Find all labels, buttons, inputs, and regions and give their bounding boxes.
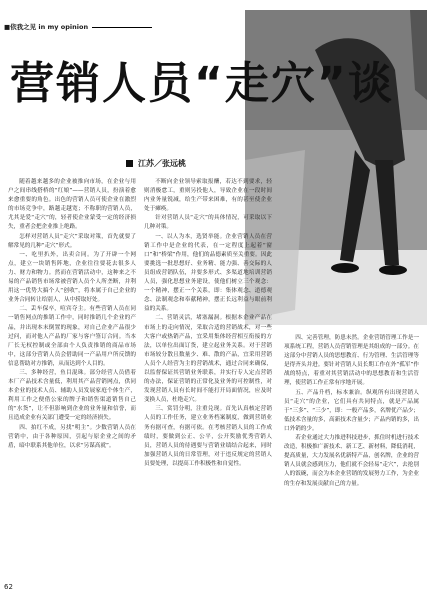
- column-label-text: ■依我之见 in my opinion: [4, 23, 89, 31]
- author-line: [126, 158, 186, 169]
- paragraph: 五、产品升档，标本兼治。纵观所有出现营销人员“走穴”的企业，它们具有共同特点，就是产品属于“三多”、“三少”，即：一般产品多，名牌优产品少；低技术含量的多，高新技术含量少；产品内销的多，出口外销的少。: [284, 389, 419, 432]
- paragraph: 三、赏罚分明，注重兑现。首先认真核定营销人员的工作任务，建立业务档案制度，做到营销业务有据可查，有据可依。在考核营销人员的工作成绩时，要做到公正、公平，公开奖励优秀营销人员，营销人员的待遇要与营销业绩结合起来，同时加强营销人员的日常管理，对于违反规定的营销人员要处理，以提高工作积极性和自觉性。: [144, 406, 272, 467]
- body-column-2: [144, 178, 272, 469]
- author-square-icon: [126, 160, 133, 167]
- paragraph: 怎样对营销人员“走穴”采取对策，首先就要了解常见的几种“走穴”形式。: [8, 233, 136, 249]
- column-label-rule: [92, 27, 152, 28]
- body-column-1: [8, 178, 136, 451]
- body-column-3: [284, 334, 419, 489]
- paragraph: 四、拍红不成，另找“明主”。少数营销人员在营销中，由于各种原因，引起与原企业之间的矛盾，暗中联系其他单位，以求“另谋高就”。: [8, 424, 136, 449]
- column-label: [4, 22, 152, 31]
- paragraph: 若企业通过大力推进科技进步，抓住时机进行技术改造，积极推广新技术、新工艺、新材料，降低消耗，提高质量，大力发展名优新特产品，创名牌，企业的营销人员就会感到压力，他们就不会轻易“走穴”，去抢别人的饭碗，而会为本企业营销的发展努力工作，为企业的生存和发展贡献自己的力量。: [284, 435, 419, 487]
- article-title: 营销人员“走穴”谈: [10, 58, 394, 109]
- paragraph: 四、完善管理，防患未然。企业营销管理工作是一项系统工程，营销人员营销管理是其组成的一部分。在这部分中营销人员的思想教育、行为管理、生活管理等是得齐头并进。要针对营销人员长期工作在外“孤军”作战的特点，着重对其营销活动中的思想教育和生活管理，使营销工作正常有序地开展。: [284, 335, 419, 387]
- paragraph: 不断向企业领导索取报酬，若达不到要求，轻则消极怠工，重则另投他人，导致企业在一段时间内业务量锐减，给生产带来困难，有的甚至使企业处于瘫痪。: [144, 179, 272, 213]
- paragraph: 一、吃里扒外，出卖合同。为了开辟一个网点，建立一块销售阵地，企业往往要花去很多人力、财力和物力。然而在营销活动中，这种来之不易的产品销售市场常被营销人员个人所垄断，并利用这一优势大搞个人“创收”，将本属于自己企业的业务合同转让给别人，从中捞取好处。: [8, 251, 136, 304]
- paragraph: 针对营销人员“走穴”的具体情况，可采取以下几种对策。: [144, 215, 272, 231]
- author-name: 江苏／张远桃: [138, 159, 186, 168]
- paragraph: 三、多种经营，鱼目混珠。部分经营人员借着本厂产品技术含量低，利用其产品营销网点，供同本企业的技术人员、辅助人员发展家庭个体生产，利用工作之便借公家的牌子和销售渠道销售自己的“水货”，让不但影响到企业的业务量和信誉，而且造成企业有关部门遭受一定的经济损失。: [8, 369, 136, 422]
- page-number: 62: [4, 583, 13, 591]
- paragraph: 随着越来越多的企业被推向市场，在企业与用户之间串线搭桥的“红娘”——营销人员，扮演着愈来愈重要的角色。出色的营销人员可使企业在激烈的市场竞争中，路越走越宽；不称职的营销人员，尤其是爱“走穴”的，轻者使企业蒙受一定的经济损失，重者会把企业推上绝路。: [8, 179, 136, 231]
- paragraph: 二、营销灵活，堵塞漏洞。根据本企业产品在市场上的走向情况，采取合适的营销战术，对一些大客户或热销产品，宜采用集体经营相互衔接的方法，以单位出面订货，建立起业务关系。对于营销市场较分散且数量少、难、散的产品，宜采用营销人员个人经营为主的营销战术，通过合同来确保，以监督保证其营销业务联系，并实行专人定点营销的办法，保证营销的正常化及业务的可控制性，对发现营销人员有长时间不能打开局面情况，应及时变换人员，杜绝走穴。: [144, 315, 272, 404]
- paragraph: 二、丢车保卒，喧宾夺主。有些营销人员在同一销售网点的推销工作中，同时推销几个企业的产品，并出现本末倒置的现象，对自己企业产品很少过问，而对他人产品的厂家与客户签订合同。当本厂长无权控制或全部由个人负责推销的商品市场中，这部分营销人员会借助同一产品用户所反馈的信息帮助对方推销，从而达到个人目的。: [8, 306, 136, 367]
- paragraph: 一、以人为本，选贤举能。企业营销人员在营销工作中是企业的代表，在一定程度上起着“窗口”和“桥梁”作用，他们的品德素质至关重要。因此要挑选一批思想好、业务精、能力强、善交际的人员组成营销队伍，并要多形式、多渠道地培训营销人员，强化思想业务建设，使他们树立三个观念：一个精神，摆正一个关系，即：集体观念、道德观念、法制观念和奉献精神，摆正长远利益与眼前利益的关系。: [144, 233, 272, 313]
